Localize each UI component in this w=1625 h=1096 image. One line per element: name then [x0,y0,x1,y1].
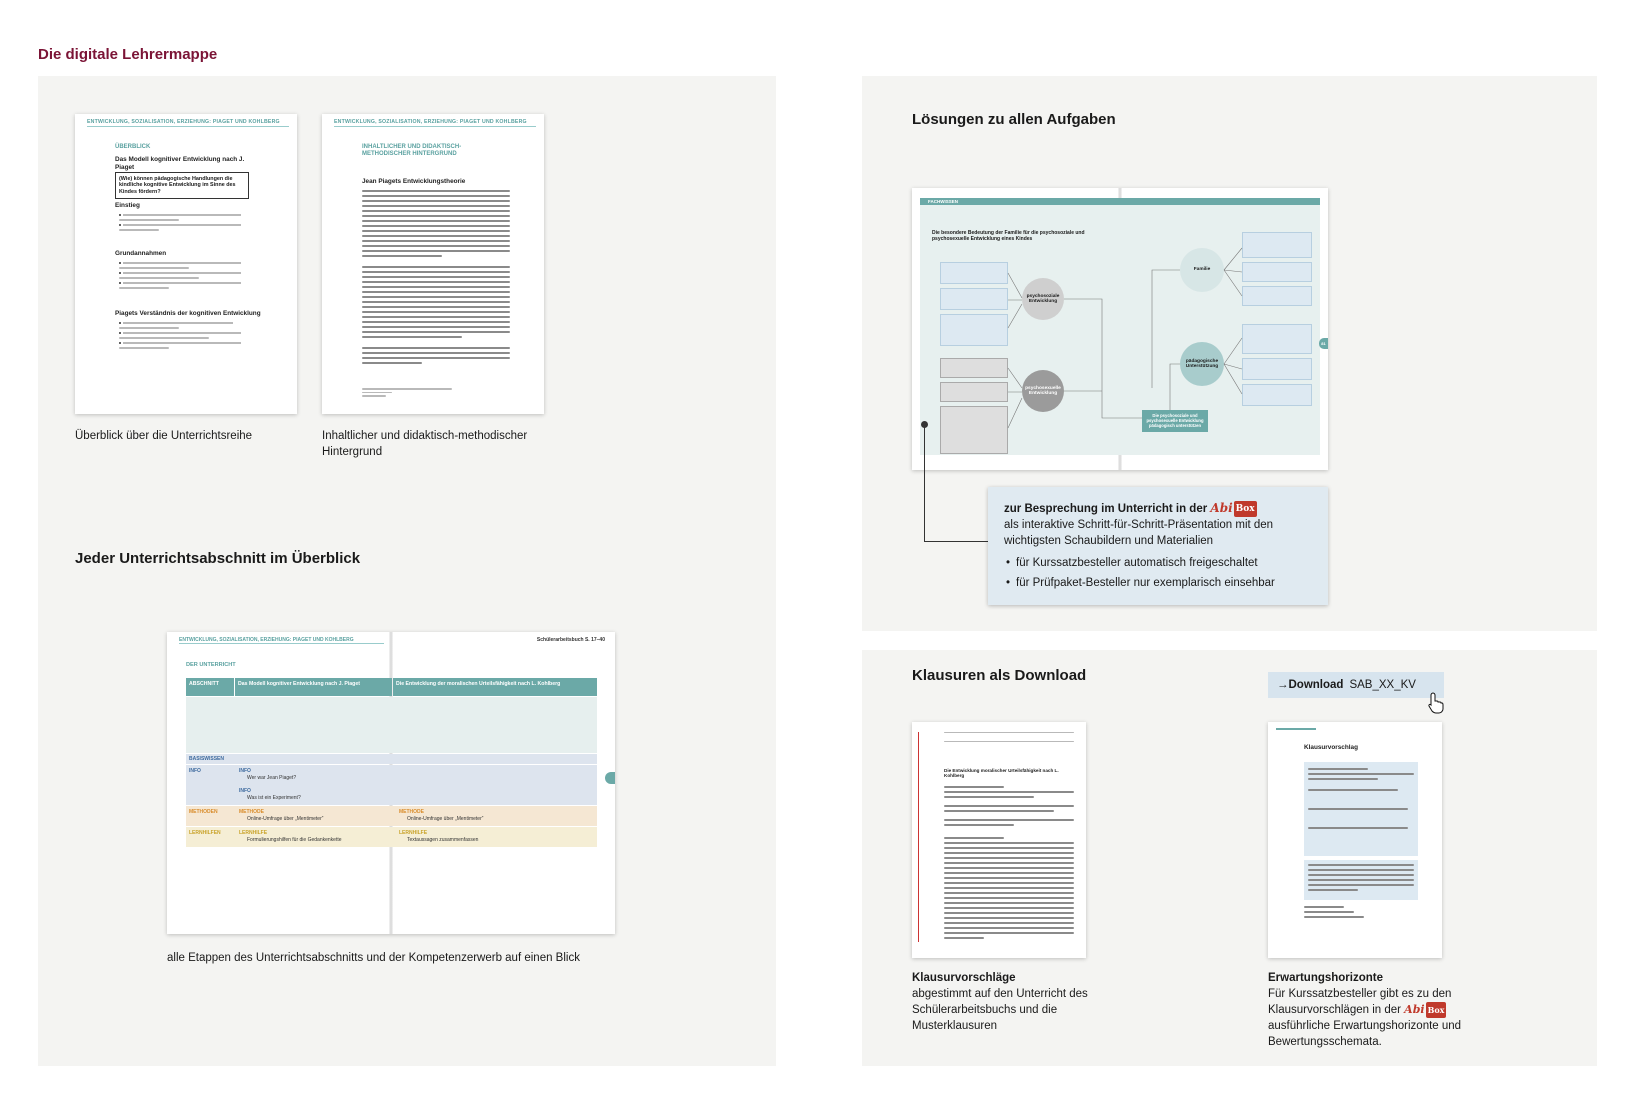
table-header-kohlberg: Die Entwicklung der moralischen Urteilsfähigkeit nach L. Kohlberg [393,678,597,696]
diagram-band: FACHWISSEN [920,198,1320,205]
doc-title: Die Entwicklung moralischer Urteilsfähigkeit nach L. Kohlberg [944,768,1059,779]
doc-form-lines [944,732,1074,745]
caption-erwartung-title: Erwartungshorizonte [1268,972,1384,984]
table-header-abschnitt: ABSCHNITT [186,678,234,696]
diagram-connectors [912,188,1328,470]
diagram-result-box: Die psychosoziale und psychosexuelle Entwicklung pädagogisch unterstützen [1142,410,1208,432]
info-label: INFO [239,788,251,794]
download-button[interactable] [1268,672,1444,698]
connector-dot [921,421,928,428]
info-text: Was ist ein Experiment? [247,795,301,801]
doc-text-lines [1308,864,1414,894]
diagram-heading: Die besondere Bedeutung der Familie für die psychosoziale und psychosexuelle Entwicklung eines Kindes [932,230,1085,242]
row-label-methoden: METHODEN [189,809,218,815]
methode-text: Online-Umfrage über „Mentimeter“ [407,816,484,822]
caption-klausur [912,970,1092,1034]
row-label-lernhilfen: LERNHILFEN [189,830,221,836]
row-label-info: INFO [189,768,201,774]
table-row-basiswissen [186,754,597,764]
doc-footnotes [362,388,452,400]
spread-kicker: DER UNTERRICHT [186,662,236,668]
doc-margin-line [918,732,919,942]
connector-line [924,424,925,542]
table-row-content [186,697,597,753]
section-title-abschnitt: Jeder Unterrichtsabschnitt im Überblick [75,550,361,567]
doc-section-heading: Grundannahmen [115,250,167,257]
doc-title: Klausurvorschlag [1304,744,1358,751]
lernhilfe-label: LERNHILFE [399,830,428,836]
spread-runhead-right: Schülerarbeitsbuch S. 17–40 [536,637,605,643]
spread-unterricht[interactable] [167,632,615,934]
download-code: SAB_XX_KV [1349,679,1416,691]
doc-runhead: ENTWICKLUNG, SOZIALISATION, ERZIEHUNG: PIAGET UND KOHLBERG [334,119,536,127]
doc-text-lines [119,214,239,234]
lernhilfe-text: Formulierungshilfen für die Gedankenkette [247,837,342,843]
doc-runhead: ENTWICKLUNG, SOZIALISATION, ERZIEHUNG: PIAGET UND KOHLBERG [87,119,289,127]
abibox-logo: Abi Box [1404,1003,1445,1016]
abibox-logo: Abi Box [1210,501,1255,515]
page-tab-marker: 81 [1319,338,1328,349]
doc-title: Das Modell kognitiver Entwicklung nach J. Piaget [115,156,245,171]
doc-thumbnail-klausur[interactable] [912,722,1086,958]
doc-thumbnail-hintergrund[interactable] [322,114,544,414]
caption-erwartung-text: Für Kurssatzbesteller gibt es zu den Klausurvorschlägen in der [1268,988,1452,1016]
caption-erwartung [1268,970,1468,1050]
methode-text: Online-Umfrage über „Mentimeter“ [247,816,324,822]
diagram-circle-paedagogisch: pädagogische Unterstützung [1180,342,1224,386]
doc-text-lines [1304,906,1364,921]
diagram-circle-psychosexuell: psychosexuelle Entwicklung [1022,370,1064,412]
callout-text: als interaktive Schritt-für-Schritt-Präsentation mit den wichtigsten Schaubildern und Materialien [1004,519,1274,547]
spread-runhead-left: ENTWICKLUNG, SOZIALISATION, ERZIEHUNG: PIAGET UND KOHLBERG [179,637,384,644]
doc-text-lines [362,190,510,367]
info-label: INFO [239,768,251,774]
doc-thumbnail-ueberblick[interactable] [75,114,297,414]
caption-klausur-title: Klausurvorschläge [912,972,1016,984]
doc-section-heading: Piagets Verständnis der kognitiven Entwicklung [115,310,261,317]
callout-first-line [1004,500,1312,517]
diagram-circle-psychosozial: psychosoziale Entwicklung [1022,278,1064,320]
diagram-circle-familie: Familie [1180,248,1224,292]
section-title-loesungen: Lösungen zu allen Aufgaben [912,111,1116,128]
table-header-piaget: Das Modell kognitiver Entwicklung nach J. Piaget [235,678,392,696]
doc-question-box: (Wie) können pädagogische Handlungen die kindliche kognitive Entwicklung im Sinne des Kindes fördern? [115,172,249,199]
doc-text-lines [119,322,239,352]
callout-bullets [1004,555,1312,591]
hand-cursor-icon [1428,692,1444,714]
lernhilfe-label: LERNHILFE [239,830,268,836]
caption-hintergrund: Inhaltlicher und didaktisch-methodischer Hintergrund [322,430,528,458]
caption-erwartung-text2: ausführliche Erwartungshorizonte und Bewertungsschemata. [1268,1020,1462,1048]
lernhilfe-text: Textaussagen zusammenfassen [407,837,479,843]
doc-text-lines [1308,768,1414,832]
doc-thumbnail-erwartung[interactable] [1268,722,1442,958]
connector-line [924,541,988,542]
download-label: →Download [1277,679,1344,691]
caption-ueberblick: Überblick über die Unterrichtsreihe [75,430,253,442]
callout-bullet: • für Prüfpaket-Besteller nur exemplarisch einsehbar [1004,575,1312,591]
doc-runhead-bar [1276,728,1316,730]
page-title: Die digitale Lehrermappe [38,46,218,63]
row-label-basiswissen: BASISWISSEN [189,756,225,762]
info-text: Wer war Jean Piaget? [247,775,297,781]
page-tab-marker [605,772,615,784]
doc-text-lines [944,786,1074,942]
section-title-klausuren: Klausuren als Download [912,667,1087,684]
spread-loesungen[interactable] [912,188,1328,470]
methode-label: METHODE [399,809,424,815]
doc-kicker: INHALTLICHER UND DIDAKTISCH-METHODISCHER HINTERGRUND [362,144,462,157]
doc-text-lines [119,262,239,292]
doc-kicker: ÜBERBLICK [115,144,151,150]
methode-label: METHODE [239,809,264,815]
caption-spread: alle Etappen des Unterrichtsabschnitts und der Kompetenzerwerb auf einen Blick [167,952,580,964]
doc-title: Jean Piagets Entwicklungstheorie [362,178,466,185]
callout-bullet: • für Kurssatzbesteller automatisch freigeschaltet [1004,555,1312,571]
callout-abibox [988,487,1328,605]
caption-klausur-text: abgestimmt auf den Unterricht des Schülerarbeitsbuchs und die Musterklausuren [912,988,1088,1032]
doc-section-heading: Einstieg [115,202,140,209]
callout-text: zur Besprechung im Unterricht in der [1004,503,1208,515]
